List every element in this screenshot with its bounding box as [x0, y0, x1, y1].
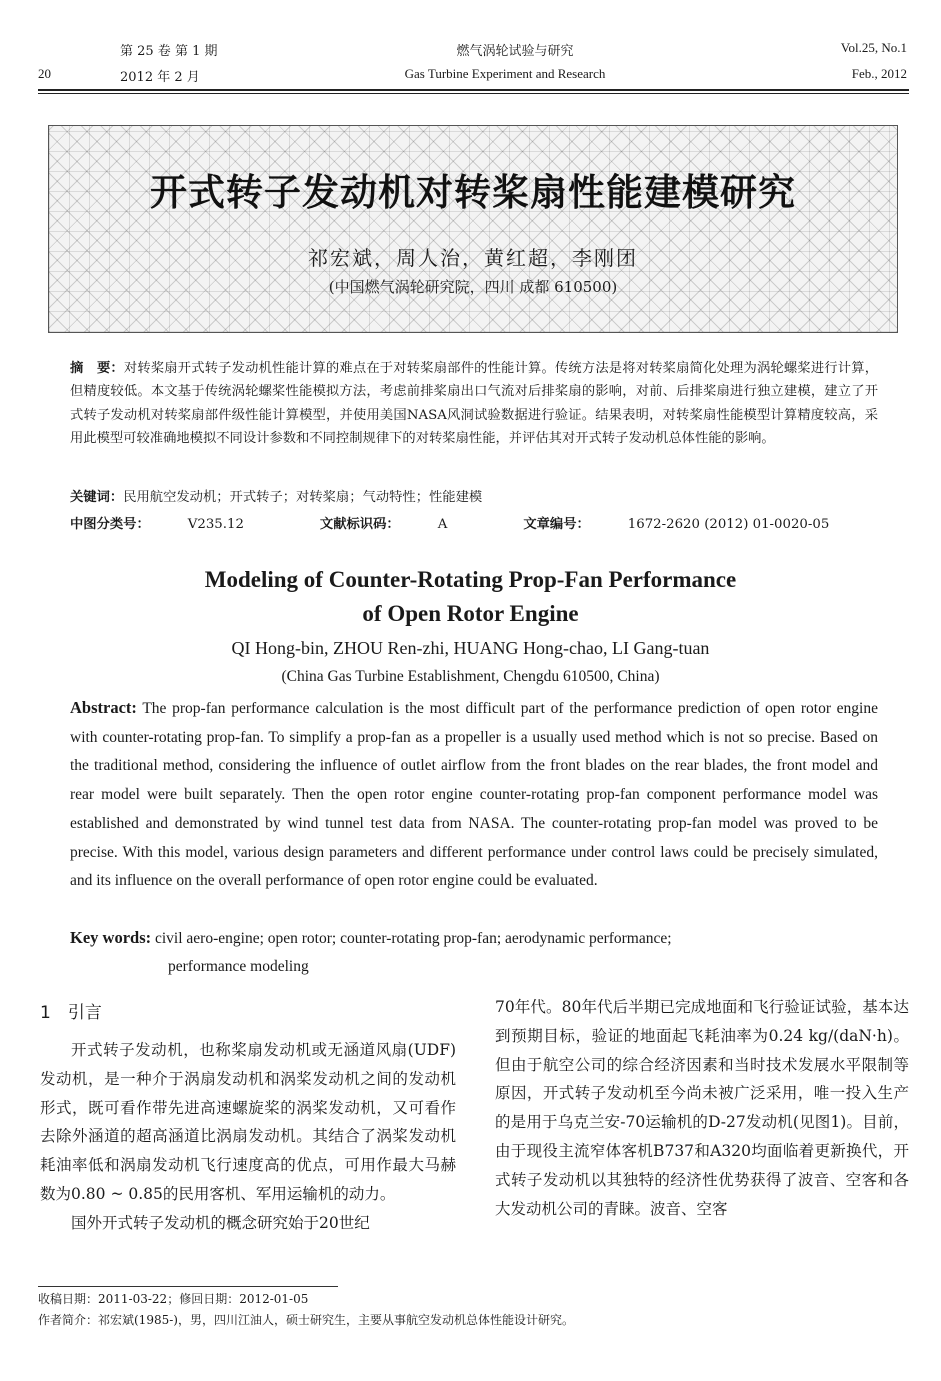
footnote-author-bio: 作者简介：祁宏斌(1985-)，男，四川江油人，硕士研究生，主要从事航空发动机总体性能设计研究。	[38, 1313, 574, 1327]
paper-title-en-line1: Modeling of Counter-Rotating Prop-Fan Performance	[204, 567, 737, 592]
abstract-cn-label: 摘 要：	[70, 361, 124, 376]
clc-label: 中图分类号：	[70, 517, 150, 532]
body-right-paragraph-1: 70年代。80年代后半期已完成地面和飞行验证试验，基本达到预期目标，验证的地面起飞耗油率为0.24 kg/(daN·h)。但由于航空公司的综合经济因素和当时技术发展水平限制等原因，开式转子发动机至今尚未被广泛采用，唯一投入生产的是用于乌克兰安-70运输机的D-27发动机(见图1)。目前，由于现役主流窄体客机B737和A320均面临着更新换代，开式转子发动机以其独特的经济性优势获得了波音、空客和各大发动机公司的青睐。波音、空客	[495, 998, 909, 1218]
paper-title-cn: 开式转子发动机对转桨扇性能建模研究	[150, 171, 796, 214]
affiliation-en: (China Gas Turbine Establishment, Chengdu 610500, China)	[281, 668, 660, 685]
footnote-rule	[38, 1286, 338, 1287]
footnote-received: 收稿日期：2011-03-22；修回日期：2012-01-05	[38, 1292, 309, 1306]
authors-cn: 祁宏斌，周人治，黄红超，李刚团	[308, 246, 638, 270]
body-left-paragraph-1: 开式转子发动机，也称桨扇发动机或无涵道风扇(UDF)发动机，是一种介于涡扇发动机和涡桨发动机之间的发动机形式，既可看作带先进高速螺旋桨的涡桨发动机，又可看作去除外涵道的超高涵道比涡扇发动机。其结合了涡桨发动机耗油率低和涡扇发动机飞行速度高的优点，可用作最大马赫数为0.80 ~ 0.85的民用客机、军用运输机的动力。	[40, 1041, 456, 1203]
header-date-cn: 2012 年 2 月	[120, 70, 200, 85]
keywords-en-label: Key words:	[70, 928, 152, 947]
keywords-cn-text: 民用航空发动机；开式转子；对转桨扇；气动特性；性能建模	[123, 490, 483, 505]
keywords-en	[70, 924, 878, 981]
abstract-cn-text: 对转桨扇开式转子发动机性能计算的难点在于对转桨扇部件的性能计算。传统方法是将对转桨扇简化处理为涡轮螺桨进行计算，但精度较低。本文基于传统涡轮螺桨性能模拟方法，考虑前排桨扇出口气流对后排桨扇的影响，对前、后排桨扇进行独立建模，建立了开式转子发动机对转桨扇部件级性能计算模型，并使用美国NASA风洞试验数据进行验证。结果表明，对转桨扇性能模型计算精度较高，采用此模型可较准确地模拟不同设计参数和不同控制规律下的对转桨扇性能，并评估其对开式转子发动机总体性能的影响。	[70, 361, 879, 447]
keywords-cn-label: 关键词：	[70, 490, 124, 505]
article-no-value: 1672-2620 (2012) 01-0020-05	[627, 517, 830, 532]
abstract-en-label: Abstract:	[70, 698, 137, 717]
paper-title-en-line2: of Open Rotor Engine	[362, 601, 579, 626]
body-left-paragraph-2: 国外开式转子发动机的概念研究始于20世纪	[71, 1213, 370, 1232]
article-no-label: 文章编号：	[523, 517, 590, 532]
header-journal-cn: 燃气涡轮试验与研究	[456, 44, 574, 59]
clc-value: V235.12	[187, 517, 244, 532]
keywords-cn	[70, 486, 482, 505]
body-right-column	[495, 993, 909, 1223]
keywords-en-line2: performance modeling	[168, 958, 309, 975]
doc-code-value: A	[437, 517, 448, 532]
header-volume-cn: 第 25 卷 第 1 期	[120, 44, 218, 59]
abstract-en-text: The prop-fan performance calculation is the most difficult part of the performance prediction of open rotor engine with counter-rotating prop-fan. To simplify a prop-fan as a propeller is a usually used method which is not so precise. Based on the traditional method, considering the influence of outlet airflow from the front blades on the rear blades, the front model and rear model were built separately. Then the open rotor engine counter-rotating prop-fan component performance model was established and demonstrated by wind tunnel test data from NASA. The counter-rotating prop-fan model was proved to be precise. With this model, various design parameters and different performance under control laws could be precisely simulated, and its influence on the overall performance of open rotor engine could be evaluated.	[70, 700, 878, 890]
body-left-column	[40, 1036, 456, 1238]
header-journal-en: Gas Turbine Experiment and Research	[404, 66, 606, 81]
affiliation-cn: (中国燃气涡轮研究院，四川 成都 610500)	[328, 278, 618, 296]
header-volume-en: Vol.25, No.1	[840, 40, 907, 55]
header-rule-thick	[38, 89, 909, 91]
section-heading-introduction: 1 引言	[40, 1003, 102, 1023]
header-page-number: 20	[38, 66, 51, 81]
abstract-en	[70, 694, 878, 896]
header-date-en: Feb., 2012	[851, 66, 907, 81]
doc-code-label: 文献标识码：	[319, 517, 400, 532]
keywords-en-line1: civil aero-engine; open rotor; counter-rotating prop-fan; aerodynamic performance;	[155, 930, 672, 947]
authors-en: QI Hong-bin, ZHOU Ren-zhi, HUANG Hong-chao, LI Gang-tuan	[231, 638, 710, 658]
header-rule-thin	[38, 93, 909, 94]
classification-line	[70, 513, 905, 532]
title-block	[48, 125, 898, 333]
abstract-cn	[70, 357, 878, 451]
